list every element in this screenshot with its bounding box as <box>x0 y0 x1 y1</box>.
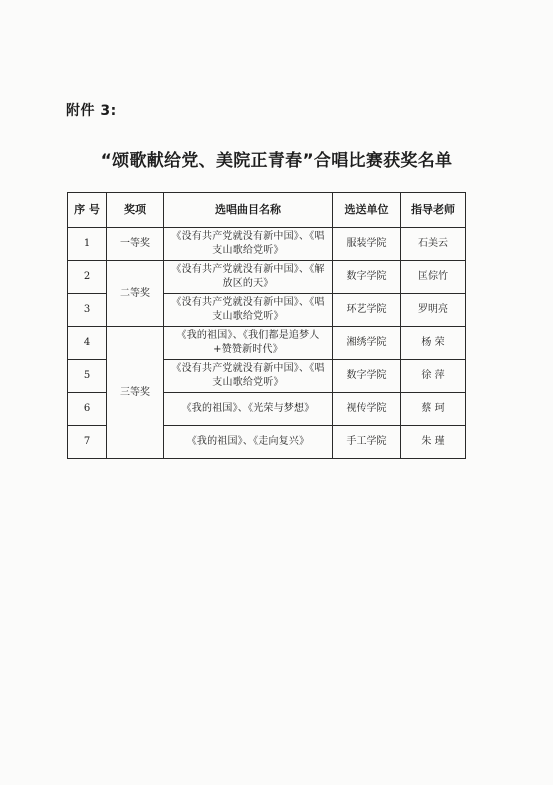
row-number: 4 <box>68 327 107 360</box>
row-number: 5 <box>68 360 107 393</box>
unit-name: 视传学院 <box>333 393 401 426</box>
header-teacher: 指导老师 <box>401 193 466 228</box>
song-titles: 《没有共产党就没有新中国》、《解放区的天》 <box>164 261 333 294</box>
unit-name: 环艺学院 <box>333 294 401 327</box>
teacher-name: 朱 瑾 <box>401 426 466 459</box>
header-unit: 选送单位 <box>333 193 401 228</box>
song-titles: 《我的祖国》、《光荣与梦想》 <box>164 393 333 426</box>
award-list-table <box>67 192 466 459</box>
teacher-name: 蔡 珂 <box>401 393 466 426</box>
teacher-name: 罗明亮 <box>401 294 466 327</box>
unit-name: 服装学院 <box>333 228 401 261</box>
row-number: 6 <box>68 393 107 426</box>
award-second-prize: 二等奖 <box>107 261 164 327</box>
row-number: 3 <box>68 294 107 327</box>
teacher-name: 石美云 <box>401 228 466 261</box>
table-row <box>68 261 466 294</box>
attachment-label: 附件 3: <box>66 103 117 119</box>
unit-name: 湘绣学院 <box>333 327 401 360</box>
teacher-name: 徐 萍 <box>401 360 466 393</box>
table-row <box>68 327 466 360</box>
song-titles: 《没有共产党就没有新中国》、《唱支山歌给党听》 <box>164 294 333 327</box>
song-titles: 《我的祖国》、《走向复兴》 <box>164 426 333 459</box>
table-row <box>68 228 466 261</box>
table-header-row <box>68 193 466 228</box>
unit-name: 手工学院 <box>333 426 401 459</box>
award-first-prize: 一等奖 <box>107 228 164 261</box>
row-number: 1 <box>68 228 107 261</box>
teacher-name: 匡倧竹 <box>401 261 466 294</box>
row-number: 7 <box>68 426 107 459</box>
award-third-prize: 三等奖 <box>107 327 164 459</box>
teacher-name: 杨 荣 <box>401 327 466 360</box>
song-titles: 《没有共产党就没有新中国》、《唱支山歌给党听》 <box>164 228 333 261</box>
header-number: 序 号 <box>68 193 107 228</box>
document-title: “颂歌献给党、美院正青春”合唱比赛获奖名单 <box>100 151 453 171</box>
header-songs: 选唱曲目名称 <box>164 193 333 228</box>
unit-name: 数字学院 <box>333 261 401 294</box>
row-number: 2 <box>68 261 107 294</box>
unit-name: 数字学院 <box>333 360 401 393</box>
header-award: 奖项 <box>107 193 164 228</box>
song-titles: 《我的祖国》、《我们都是追梦人+赞赞新时代》 <box>164 327 333 360</box>
song-titles: 《没有共产党就没有新中国》、《唱支山歌给党听》 <box>164 360 333 393</box>
